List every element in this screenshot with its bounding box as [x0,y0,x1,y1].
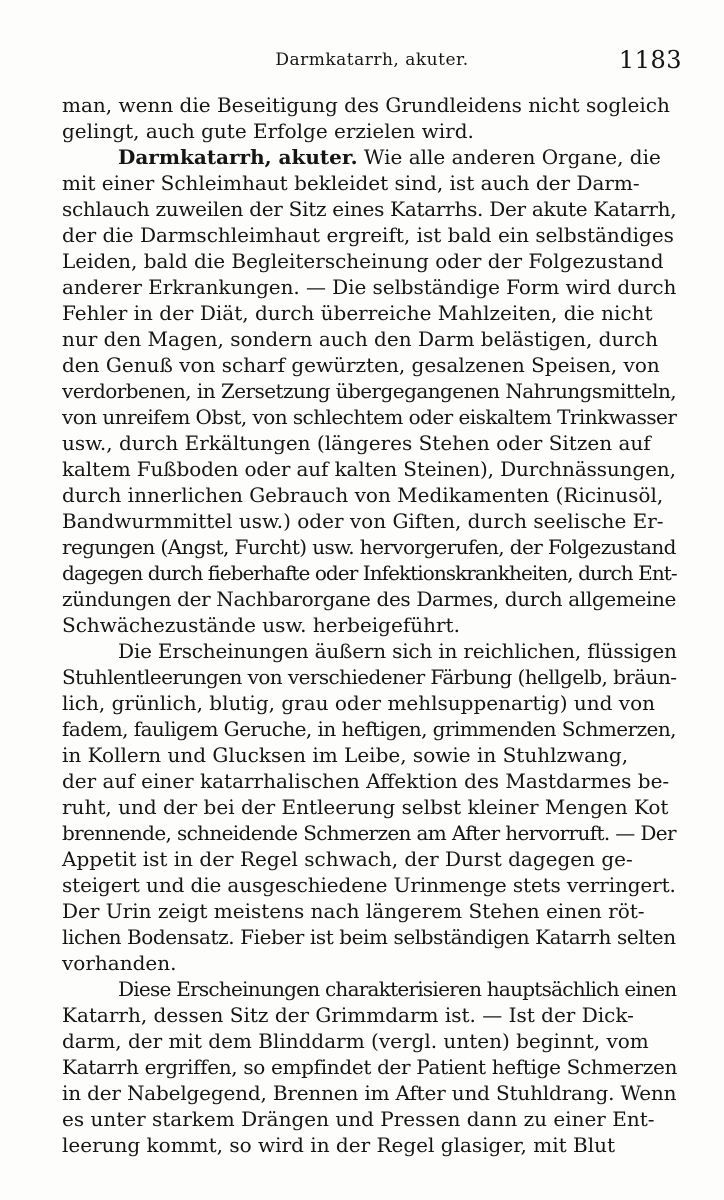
text-line: Bandwurmmittel usw.) oder von Giften, durch seelische Er- [62,509,664,533]
text-line: es unter starkem Drängen und Pressen dann zu einer Ent- [62,1107,655,1131]
entry-heading-line [62,144,676,170]
text-line: darm, der mit dem Blinddarm (vergl. unten) beginnt, vom [62,1029,649,1053]
running-title: Darmkatarrh, akuter. [275,50,469,70]
headword: Darmkatarrh, akuter. [118,145,358,169]
text-line: von unreifem Obst, von schlechtem oder eiskaltem Trinkwasser [62,405,677,429]
text-line: verdorbenen, in Zersetzung übergegangenen Nahrungsmitteln, [62,379,677,403]
text-line: kaltem Fußboden oder auf kalten Steinen), Durchnässungen, [62,457,676,481]
text-line: ruht, und der bei der Entleerung selbst kleiner Mengen Kot [62,795,669,819]
text-line: zündungen der Nachbarorgane des Darmes, durch allgemeine [62,587,677,611]
body-text [62,92,676,1158]
page-number: 1183 [618,46,682,74]
text-line: nur den Magen, sondern auch den Darm belästigen, durch [62,327,658,351]
text-line: lich, grünlich, blutig, grau oder mehlsuppenartig) und von [62,691,656,715]
text-line: Wie alle anderen Organe, die [357,145,661,169]
text-line: Appetit ist in der Regel schwach, der Durst dagegen ge- [62,847,633,871]
text-line: der die Darmschleimhaut ergreift, ist bald ein selbständiges [62,223,674,247]
text-line: Katarrh ergriffen, so empfindet der Patient heftige Schmerzen [62,1055,678,1079]
text-line: lichen Bodensatz. Fieber ist beim selbständigen Katarrh selten [62,925,676,949]
text-line: regungen (Angst, Furcht) usw. hervorgerufen, der Folgezustand [62,535,676,559]
text-line: gelingt, auch gute Erfolge erzielen wird. [62,119,474,143]
text-line: fadem, fauligem Geruche, in heftigen, grimmenden Schmerzen, [62,717,676,741]
text-line: usw., durch Erkältungen (längeres Stehen oder Sitzen auf [62,431,651,455]
text-line: anderer Erkrankungen. — Die selbständige Form wird durch [62,275,677,299]
text-line: vorhanden. [62,951,177,975]
text-line: schlauch zuweilen der Sitz eines Katarrhs. Der akute Katarrh, [62,197,677,221]
text-line: brennende, schneidende Schmerzen am After hervorruft. — Der [62,821,676,845]
text-line: den Genuß von scharf gewürzten, gesalzenen Speisen, von [62,353,660,377]
text-line: durch innerlichen Gebrauch von Medikamenten (Ricinusöl, [62,483,664,507]
running-header [62,46,682,76]
text-line: Der Urin zeigt meistens nach längerem Stehen einen röt- [62,899,645,923]
text-line: Fehler in der Diät, durch überreiche Mahlzeiten, die nicht [62,301,653,325]
text-line: leerung kommt, so wird in der Regel glasiger, mit Blut [62,1133,616,1157]
text-line: mit einer Schleimhaut bekleidet sind, ist auch der Darm- [62,171,640,195]
paragraph-start-line: Die Erscheinungen äußern sich in reichlichen, flüssigen [118,639,677,663]
text-line: Leiden, bald die Begleiterscheinung oder der Folgezustand [62,249,664,273]
text-line: in der Nabelgegend, Brennen im After und Stuhldrang. Wenn [62,1081,677,1105]
text-line: in Kollern und Glucksen im Leibe, sowie in Stuhlzwang, [62,743,629,767]
paragraph-start-line: Diese Erscheinungen charakterisieren hauptsächlich einen [118,977,677,1001]
text-line: Schwächezustände usw. herbeigeführt. [62,613,460,637]
text-line: dagegen durch fieberhafte oder Infektionskrankheiten, durch Ent- [62,561,677,585]
text-line: man, wenn die Beseitigung des Grundleidens nicht sogleich [62,93,670,117]
text-line: steigert und die ausgeschiedene Urinmenge stets verringert. [62,873,676,897]
text-line: Katarrh, dessen Sitz der Grimmdarm ist. — Ist der Dick- [62,1003,634,1027]
text-line: der auf einer katarrhalischen Affektion des Mastdarmes be- [62,769,670,793]
text-line: Stuhlentleerungen von verschiedener Färbung (hellgelb, bräun- [62,665,677,689]
